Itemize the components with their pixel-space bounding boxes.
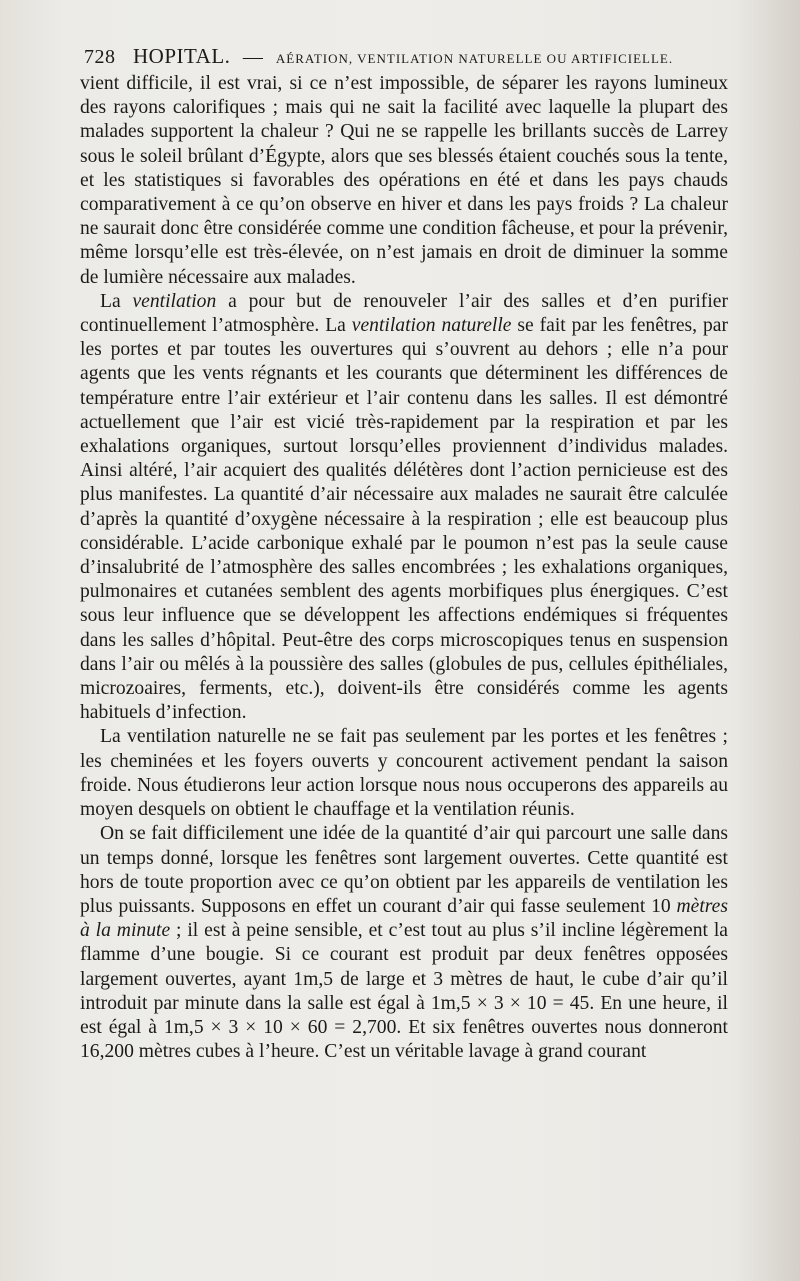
text-run: vient difficile, il est vrai, si ce n’est impossible, de séparer les rayons lumineux des rayons calorifiques ; mais qui ne sait la facilité avec laquelle la plupart des malades supportent la chaleur ? Qui ne se rappelle les brillants succès de Larrey sous le soleil brûlant d’Égypte, alors que ses blessés étaient couchés sous la tente, et les statistiques si favorables des opérations en été et dans les pays chauds comparativement à ce qu’on observe en hiver et dans les pays froids ? La chaleur ne saurait donc être considérée comme une condition fâcheuse, et pour la prévenir, même lorsqu’elle est très-élevée, on n’est jamais en droit de diminuer la somme de lumière nécessaire aux malades. (80, 73, 728, 288)
header-title: HOPITAL. (133, 44, 231, 68)
body-text (80, 72, 728, 1064)
text-run: a pour but de renouveler l’air des salles et d’en purifier continuellement l’atmosphère. La (80, 290, 728, 337)
header-separator: — (242, 46, 264, 68)
text-run: La (100, 290, 133, 312)
italic-run: ventilation (132, 290, 217, 312)
paragraph (80, 290, 728, 726)
paragraph (80, 822, 728, 1064)
running-header (84, 44, 744, 69)
text-run: On se fait difficilement une idée de la quantité d’air qui parcourt une salle dans un temps donné, lorsque les fenêtres sont largement ouvertes. Cette quantité est hors de toute proportion avec ce qu’on obtient par les appareils de ventilation les plus puissants. Supposons en effet un courant d’air qui fasse seulement 10 (80, 823, 728, 917)
page-number: 728 (84, 46, 116, 68)
text-run: La ventilation naturelle ne se fait pas seulement par les portes et les fenêtres ; les cheminées et les foyers ouverts y concourent activement pendant la saison froide. Nous étudierons leur action lorsque nous nous occuperons des appareils au moyen desquels on obtient le chauffage et la ventilation réunis. (80, 726, 728, 821)
italic-run: mètres à la minute (80, 895, 728, 942)
paragraph (80, 725, 728, 822)
header-subtitle: AÉRATION, VENTILATION NATURELLE OU ARTIFICIELLE. (275, 51, 674, 66)
page-edge-shadow (730, 0, 800, 1281)
text-run: ; il est à peine sensible, et c’est tout au plus s’il incline légèrement la flamme d’une bougie. Si ce courant est produit par deux fenêtres opposées largement ouvertes, ayant 1m,5 de large et 3 mètres de haut, le cube d’air qu’il introduit par minute dans la salle est égal à 1m,5 × 3 × 10 = 45. En une heure, il est égal à 1m,5 × 3 × 10 × 60 = 2,700. Et six fenêtres ouvertes nous donneront 16,200 mètres cubes à l’heure. C’est un véritable lavage à grand courant (80, 920, 728, 1063)
italic-run: ventilation naturelle (351, 315, 512, 337)
text-run: se fait par les fenêtres, par les portes et par toutes les ouvertures qui s’ouvrent au dehors ; elle n’a pour agents que les vents régnants et les courants que déterminent les différences de température entre l’air extérieur et l’air contenu dans les salles. Il est démontré actuellement que l’air est vicié très-rapidement par la respiration et par les exhalations organiques, surtout lorsqu’elles proviennent d’individus malades. Ainsi altéré, l’air acquiert des qualités délétères dont l’action pernicieuse est des plus manifestes. La quantité d’air nécessaire aux malades ne saurait être calculée d’après la quantité d’oxygène nécessaire à la respiration ; elle est beaucoup plus considérable. L’acide carbonique exhalé par le poumon n’est pas la seule cause d’insalubrité de l’atmosphère des salles encombrées ; les exhalations organiques, pulmonaires et cutanées semblent des agents morbifiques plus énergiques. C’est sous leur influence que se développent les affections endémiques si fréquentes dans les salles d’hôpital. Peut-être des corps microscopiques tenus en suspension dans l’air ou mêlés à la poussière des salles (globules de pus, cellules épithéliales, microzoaires, ferments, etc.), doivent-ils être considérés comme les agents habituels d’infection. (80, 315, 728, 724)
paragraph (80, 72, 728, 290)
